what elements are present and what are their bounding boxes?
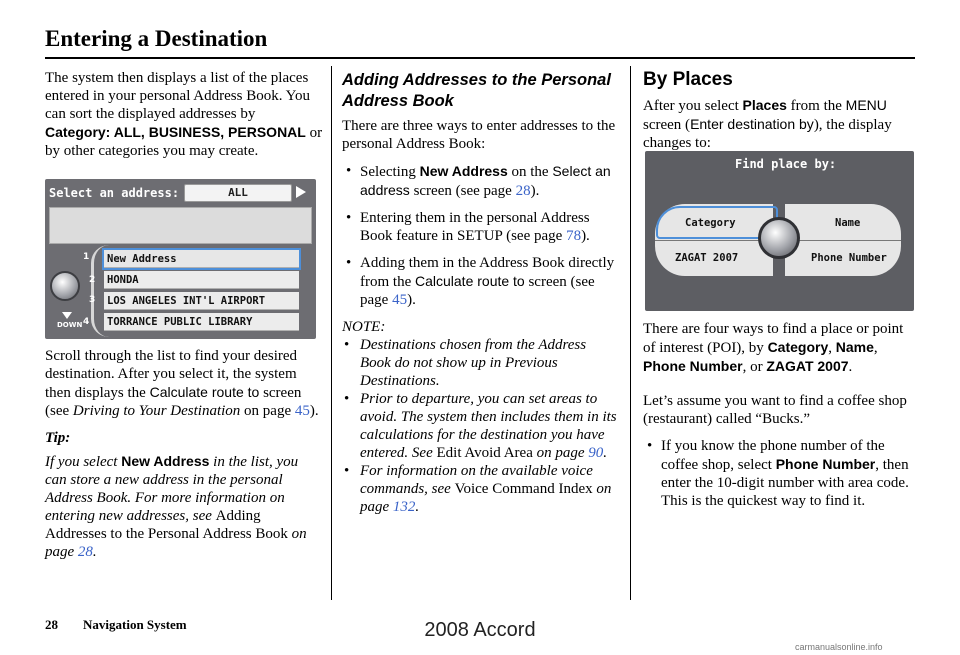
category-selector[interactable]: ALL [184,184,292,202]
column-3 [643,69,918,152]
screen-header: Find place by: [735,157,837,171]
page-link[interactable]: 45 [392,292,408,308]
ways-paragraph: There are four ways to find a place or point of interest (POI), by Category, Name, Phone Number, or ZAGAT 2007. [643,321,904,375]
list-item: • Selecting New Address on the Select an address screen (see page 28). [342,162,620,200]
item-number: 1 [83,252,90,262]
example-paragraph: Let’s assume you want to find a coffee shop (restaurant) called “Bucks.” [643,393,907,427]
tip-paragraph: If you select New Address in the list, you can store a new address in the personal Address Book. For more information on entering new addresses, see Adding Addresses to the Personal Address Book on page 28. [45,453,307,560]
item-number: 3 [89,295,96,305]
sort-categories: Category: ALL, BUSINESS, PERSONAL [45,124,306,140]
option-name[interactable]: Name [835,217,861,229]
page-link[interactable]: 90 [588,445,604,461]
down-label: DOWN [57,321,83,329]
site-watermark: carmanualsonline.info [795,642,883,652]
page-title: Entering a Destination [45,26,268,51]
next-arrow-icon[interactable] [296,186,306,198]
page-number: 28 [45,617,58,632]
option-category[interactable]: Category [685,217,736,229]
column-1-lower [45,347,323,561]
intro-paragraph: The system then displays a list of the places entered in your personal Address Book. You can sort the displayed addresses by Category: ALL, BUSINESS, PERSONAL or by other categories you may create. [45,70,323,159]
methods-list [342,162,620,309]
page-link[interactable]: 45 [294,403,310,419]
page-link[interactable]: 28 [515,183,531,199]
note-label: NOTE: [342,319,386,335]
footer-title: Navigation System [83,617,187,632]
list-item: • For information on the available voice commands, see Voice Command Index on page 132. [342,462,620,516]
joystick-knob-icon [50,271,80,301]
list-item[interactable]: HONDA [104,271,299,289]
column-1 [45,69,323,160]
watermark: 2008 Accord [424,619,536,641]
screen-header: Select an address: [49,186,180,200]
option-phone-number[interactable]: Phone Number [811,252,887,264]
column-3-lower [643,320,918,510]
item-number: 2 [89,275,96,285]
column-divider-2 [630,66,631,600]
scroll-paragraph: Scroll through the list to find your desired destination. After you select it, the system then displays the Calculate route to screen (see Driving to Your Destination on page 45). [45,348,319,419]
list-item: • Adding them in the Address Book directly from the Calculate route to screen (see page 45). [342,254,620,309]
column-2 [342,70,620,516]
list-item[interactable]: TORRANCE PUBLIC LIBRARY [104,313,299,331]
find-place-screen [645,151,914,311]
title-rule [45,57,915,59]
page-link[interactable]: 132 [392,499,416,515]
list-item[interactable]: New Address [104,250,299,268]
search-methods-list [643,437,918,510]
list-item: • Entering them in the personal Address Book feature in SETUP (see page 78). [342,209,620,245]
section-heading: By Places [643,69,733,90]
list-item: • Prior to departure, you can set areas to avoid. The system then includes them in its calculations for the destination you have entered. See Edit Avoid Area on page 90. [342,390,620,462]
list-item: • If you know the phone number of the coffee shop, select Phone Number, then enter the 10-digit number with area code. This is the quickest way to find it. [643,437,918,510]
address-preview-area [49,207,312,244]
intro-paragraph: There are three ways to enter addresses to the personal Address Book: [342,118,616,152]
item-number: 4 [83,317,90,327]
page-link[interactable]: 28 [77,544,93,560]
page-link[interactable]: 78 [566,228,582,244]
section-heading: Adding Addresses to the Personal Address Book [342,71,611,110]
list-item: • Destinations chosen from the Address Book do not show up in Previous Destinations. [342,336,620,390]
column-divider-1 [331,66,332,600]
down-arrow-icon[interactable] [62,312,72,319]
select-address-screen [45,179,316,339]
option-zagat[interactable]: ZAGAT 2007 [675,252,739,264]
tip-label: Tip: [45,430,71,446]
list-item[interactable]: LOS ANGELES INT'L AIRPORT [104,292,299,310]
notes-list [342,336,620,516]
joystick-knob-icon [758,217,800,259]
places-paragraph: After you select Places from the MENU screen (Enter destination by), the display changes to: [643,97,892,151]
